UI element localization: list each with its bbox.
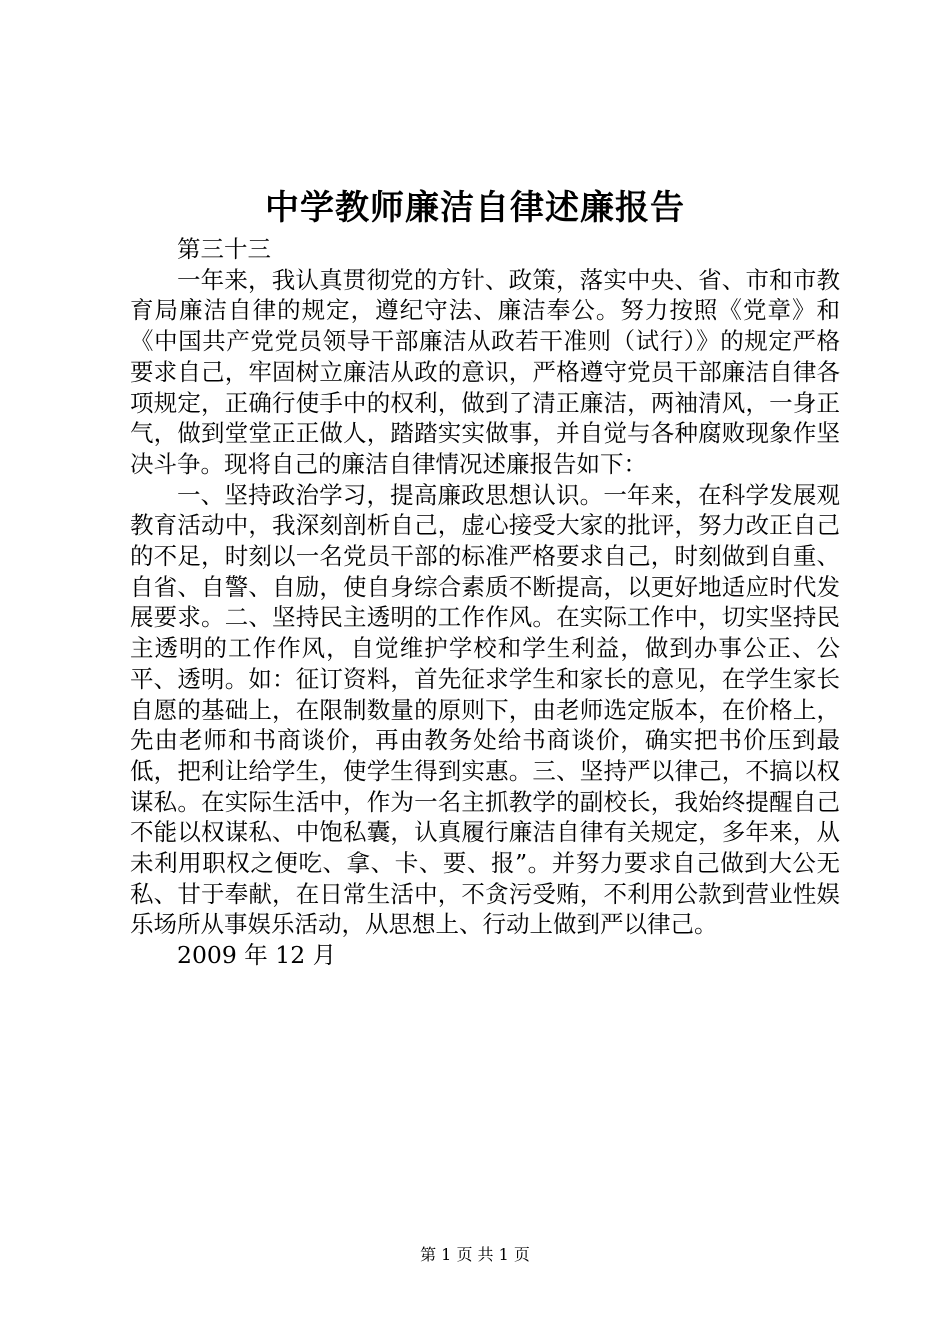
document-title: 中学教师廉洁自律述廉报告 (265, 188, 685, 228)
paragraph-number: 第三十三 (177, 235, 271, 263)
document-body (130, 234, 840, 971)
paragraph-main: 一、坚持政治学习，提高廉政思想认识。一年来，在科学发展观教育活动中，我深刻剖析自己，虚心接受大家的批评，努力改正自己的不足，时刻以一名党员干部的标准严格要求自己，时刻做到自重、自省、自警、自励，使自身综合素质不断提高，以更好地适应时代发展要求。二、坚持民主透明的工作作风。在实际工作中，切实坚持民主透明的工作作风，自觉维护学校和学生利益，做到办事公正、公平、透明。如：征订资料，首先征求学生和家长的意见，在学生家长自愿的基础上，在限制数量的原则下，由老师选定版本，在价格上，先由老师和书商谈价，再由教务处给书商谈价，确实把书价压到最低，把利让给学生，使学生得到实惠。三、坚持严以律己，不搞以权谋私。在实际生活中，作为一名主抓教学的副校长，我始终提醒自己不能以权谋私、中饱私囊，认真履行廉洁自律有关规定，多年来，从未利用职权之便吃、拿、卡、要、报”。并努力要求自己做到大公无私、甘于奉献，在日常生活中，不贪污受贿，不利用公款到营业性娱乐场所从事娱乐活动，从思想上、行动上做到严以律己。 (130, 480, 840, 939)
paragraph-intro: 一年来，我认真贯彻党的方针、政策，落实中央、省、市和市教育局廉洁自律的规定，遵纪守法、廉洁奉公。努力按照《党章》和《中国共产党党员领导干部廉洁从政若干准则（试行）》的规定严格要求自己，牢固树立廉洁从政的意识，严格遵守党员干部廉洁自律各项规定，正确行使手中的权利，做到了清正廉洁，两袖清风，一身正气，做到堂堂正正做人，踏踏实实做事，并自觉与各种腐败现象作坚决斗争。现将自己的廉洁自律情况述廉报告如下： (130, 265, 840, 478)
page-footer: 第 1 页 共 1 页 (420, 1245, 530, 1264)
paragraph-date: 2009 年 12 月 (177, 941, 337, 970)
